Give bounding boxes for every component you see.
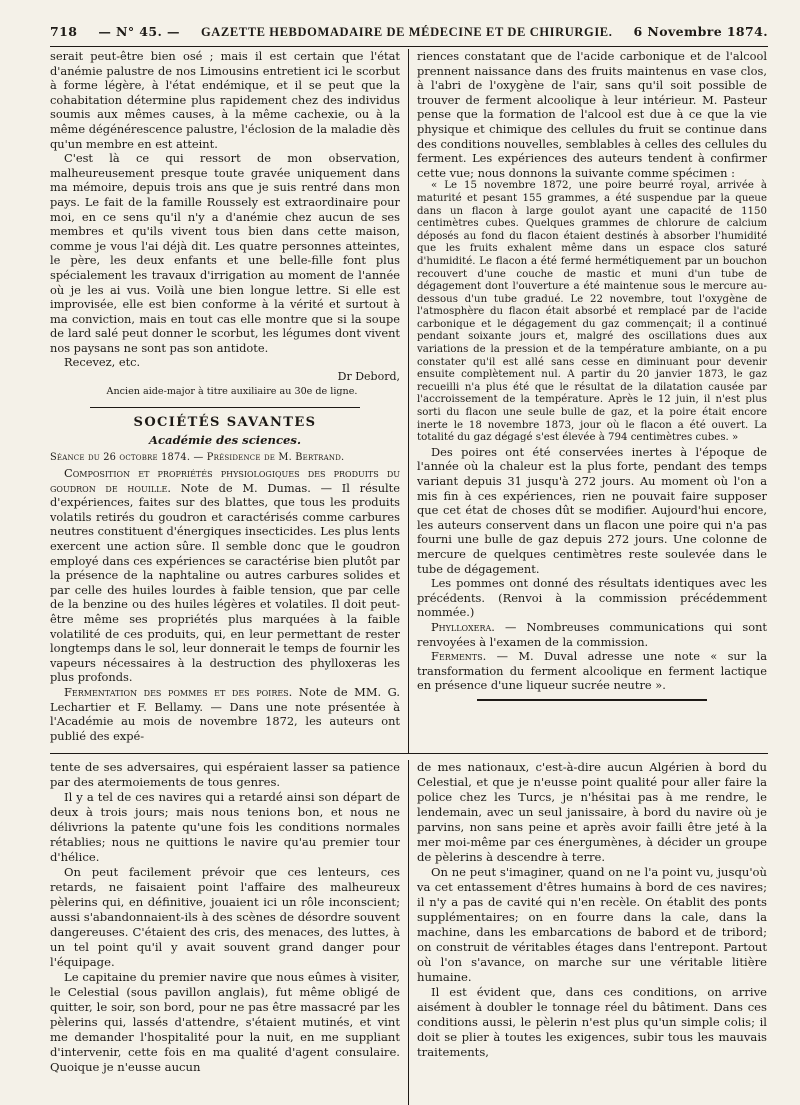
article-paragraph: Des poires ont été conservées inertes à l'époque de l'année où la chaleur est la plus forte, pendant des temps variant depuis 31 jusqu'à 272 jours. Au moment où l'on a mis fin à ces expériences, rien ne pouvait faire supposer que cet état de choses dût se modifier. Aujourd'hui encore, les auteurs conservent dans un flacon une poire qui n'a pas fourni une bulle de gaz depuis 272 jours. Une colonne de mercure de quelques centimètres reste soulevée dans le tube de dégagement. xyxy=(417,444,767,576)
lower-left-column xyxy=(50,760,400,1105)
lower-section xyxy=(50,760,768,1105)
feuilleton-rule xyxy=(50,753,768,754)
feuilleton-paragraph: Il y a tel de ces navires qui a retardé ainsi son départ de deux à trois jours; mais nous tenions bon, et nous ne délivrions la patente qu'une fois les conditions normales rétablies; nous ne quittions le navire qu'au premier tour d'hélice. xyxy=(50,790,400,864)
section-divider xyxy=(90,407,360,408)
header-rule xyxy=(50,46,768,47)
letter-signature: Dr Debord, xyxy=(337,370,400,384)
article-lead: Ferments. xyxy=(431,649,487,664)
section-subtitle: Académie des sciences. xyxy=(149,432,301,447)
article-paragraph xyxy=(417,620,767,649)
article-text: Note de MM. G. Lechartier et F. Bellamy. — Dans une note présentée à l'Académie au mois de novembre 1872, les auteurs ont publié des expé- xyxy=(50,684,400,743)
article-lead: Composition et propriétés physiologiques des produits du goudron de houille. xyxy=(50,466,400,495)
upper-left-column xyxy=(50,49,400,753)
page-number: 718 xyxy=(50,24,78,39)
journal-title: GAZETTE HEBDOMADAIRE DE MÉDECINE ET DE CHIRURGIE. xyxy=(200,25,613,39)
article-paragraph: Les pommes ont donné des résultats identiques avec les précédents. (Renvoi à la commission précédemment nommée.) xyxy=(417,576,767,620)
letter-paragraph: C'est là ce qui ressort de mon observation, malheureusement presque toute gravée uniquement dans ma mémoire, depuis trois ans que je suis rentré dans mon pays. Le fait de la famille Roussely est extraordinaire pour moi, en ce sens qu'il n'y a d'anémie chez aucun de ses membres et qu'ils vivent tous bien dans cette maison, comme je vous l'ai déjà dit. Les quatre personnes atteintes, le père, les deux enfants et une belle-fille font plus spécialement les travaux d'irrigation au moment de l'année où je les ai vus. Voilà une bien longue lettre. Si elle est improvisée, elle est bien conforme à la vérité et surtout à ma conviction, mais en tout cas elle montre que si la soupe de lard salé peut donner le scorbut, les légumes dont vivent nos paysans ne sont pas son antidote. xyxy=(50,151,400,355)
feuilleton-divider xyxy=(477,699,707,701)
section-title: SOCIÉTÉS SAVANTES xyxy=(133,415,317,431)
issue-number: — N° 45. — xyxy=(98,24,180,39)
article-lead: Fermentation des pommes et des poires. xyxy=(64,684,293,699)
column-rule xyxy=(408,49,409,753)
article-paragraph: riences constatant que de l'acide carbonique et de l'alcool prennent naissance dans des fruits maintenus en vase clos, à l'abri de l'oxygène de l'air, sans qu'il soit possible de trouver de ferment alcoolique à leur intérieur. M. Pasteur pense que la formation de l'alcool est due à ce que la vie physique et chimique des cellules du fruit se continue dans des conditions nouvelles, semblables à celles des cellules du ferment. Les expériences des auteurs tendent à confirmer cette vue; nous donnons la suivante comme spécimen : xyxy=(417,49,767,180)
feuilleton-paragraph: tente de ses adversaires, qui espéraient lasser sa patience par des atermoiements de tous genres. xyxy=(50,760,400,789)
article-paragraph xyxy=(417,649,767,693)
feuilleton-paragraph: On ne peut s'imaginer, quand on ne l'a point vu, jusqu'où va cet entassement d'êtres humains à bord de ces navires; il n'y a pas de cavité qui n'en recèle. On établit des ponts supplémentaires; on en fourre dans la cale, dans la machine, dans les embarcations de babord et de tribord; on construit de véritables étages dans l'entrepont. Partout où l'on s'avance, on marche sur une véritable litière humaine. xyxy=(417,865,767,984)
feuilleton-paragraph: de mes nationaux, c'est-à-dire aucun Algérien à bord du Celestial, et que je n'eusse point qualité pour aller faire la police chez les Turcs, je n'hésitai pas à me rendre, le lendemain, avec un seul janissaire, à bord du navire où je parvins, non sans peine et après avoir failli être jeté à la mer moi-même par ces énergumènes, à décider un groupe de pèlerins à descendre à terre. xyxy=(417,760,767,864)
article-lead: Phylloxera. xyxy=(431,619,495,634)
article-paragraph xyxy=(50,685,400,743)
upper-section xyxy=(50,49,768,753)
feuilleton-paragraph: On peut facilement prévoir que ces lenteurs, ces retards, ne faisaient point l'affaire des malheureux pèlerins qui, en définitive, jouaient ici un rôle inconscient; aussi s'abandonnaient-ils à des scènes de désordre souvent dangereuses. C'étaient des cris, des menaces, des luttes, à un tel point qu'il y avait souvent grand danger pour l'équipage. xyxy=(50,865,400,969)
signature-title: Ancien aide-major à titre auxiliaire au 30e de ligne. xyxy=(106,385,358,397)
lower-right-column xyxy=(417,760,767,1105)
feuilleton-paragraph: Le capitaine du premier navire que nous eûmes à visiter, le Celestial (sous pavillon anglais), fut même obligé de quitter, le soir, son bord, pour ne pas être massacré par les pèlerins qui, lassés d'attendre, s'étaient mutinés, et vint me demander l'hospitalité pour la nuit, en me suppliant d'intervenir, cette fois en ma qualité d'agent consulaire. Quoique je n'eusse aucun xyxy=(50,970,400,1074)
article-text: — M. Duval adresse une note « sur la transformation du ferment alcoolique en ferment lactique en présence d'une liqueur sucrée neutre ». xyxy=(417,649,767,693)
letter-closing: Recevez, etc. xyxy=(64,355,141,370)
article-text: Note de M. Dumas. — Il résulte d'expériences, faites sur des blattes, que tous les produits volatils retirés du goudron et caractérisés comme carbures neutres constituent d'énergiques insecticides. Les plus lents exercent une action sûre. Il semble donc que le goudron employé dans ces expériences se caractérise bien plutôt par la présence de la naphtaline ou autres carbures solides et par celle des huiles lourdes à faible tension, que par celle de la benzine ou des huiles légères et volatiles. Il doit peut-être même ses propriétés plus marquées à la faible volatilité de ces produits, qui, en leur permettant de rester longtemps dans le sol, leur donnerait le temps de fournir les vapeurs nécessaires à la destruction des phylloxeras les plus profonds. xyxy=(50,480,400,685)
article-paragraph xyxy=(50,466,400,685)
feuilleton-paragraph: Il est évident que, dans ces conditions, on arrive aisément à doubler le tonnage réel du bâtiment. Dans ces conditions aussi, le pèlerin n'est plus qu'un simple colis; il doit se plier à toutes les exigences, subir tous les mauvais traitements, xyxy=(417,985,767,1059)
article-text: — Nombreuses communications qui sont renvoyées à l'examen de la commission. xyxy=(417,619,767,649)
column-rule xyxy=(408,760,409,1105)
session-line: Séance du 26 octobre 1874. — Présidence de M. Bertrand. xyxy=(50,452,345,464)
running-header xyxy=(50,24,768,46)
quoted-experiment: « Le 15 novembre 1872, une poire beurré royal, arrivée à maturité et pesant 155 grammes, a été suspendue par la queue dans un flacon à large goulot ayant une capacité de 1150 centimètres cubes. Quelques grammes de chlorure de calcium déposés au fond du flacon étaient destinés à absorber l'humidité que les fruits exhalent même dans un espace clos saturé d'humidité. Le flacon a été fermé hermétiquement par un bouchon recouvert d'une couche de mastic et muni d'un tube de dégagement dont l'ouverture a été maintenue sous le mercure au-dessous d'un tube gradué. Le 22 novembre, tout l'oxygène de l'atmosphère du flacon était absorbé et remplacé par de l'acide carbonique et le dégagement du gaz commençait; il a continué pendant soixante jours et, malgré des oscillations dues aux variations de la pression et de la température ambiante, on a pu constater qu'il est allé sans cesse en diminuant pour devenir ensuite complètement nul. A partir du 20 janvier 1873, le gaz recueilli n'a plus été que le résultat de la dilatation causée par l'accroissement de la température. Après le 12 juin, il n'est plus sorti du flacon une seule bulle de gaz, et la poire était encore inerte le 18 novembre 1873, jour où le flacon a été ouvert. La totalité du gaz dégagé s'est élevée à 794 centimètres cubes. » xyxy=(417,180,767,444)
issue-date: 6 Novembre 1874. xyxy=(633,24,768,39)
letter-paragraph: serait peut-être bien osé ; mais il est certain que l'état d'anémie palustre de nos Limousins entretient ici le scorbut à forme légère, à l'état endémique, et il se peut que la cohabitation détermine plus rapidement chez des individus soumis aux mêmes causes, à la même cachexie, ou à la même dégénérescence palustre, l'éclosion de la maladie dès qu'un membre en est atteint. xyxy=(50,49,400,151)
upper-right-column xyxy=(417,49,767,753)
